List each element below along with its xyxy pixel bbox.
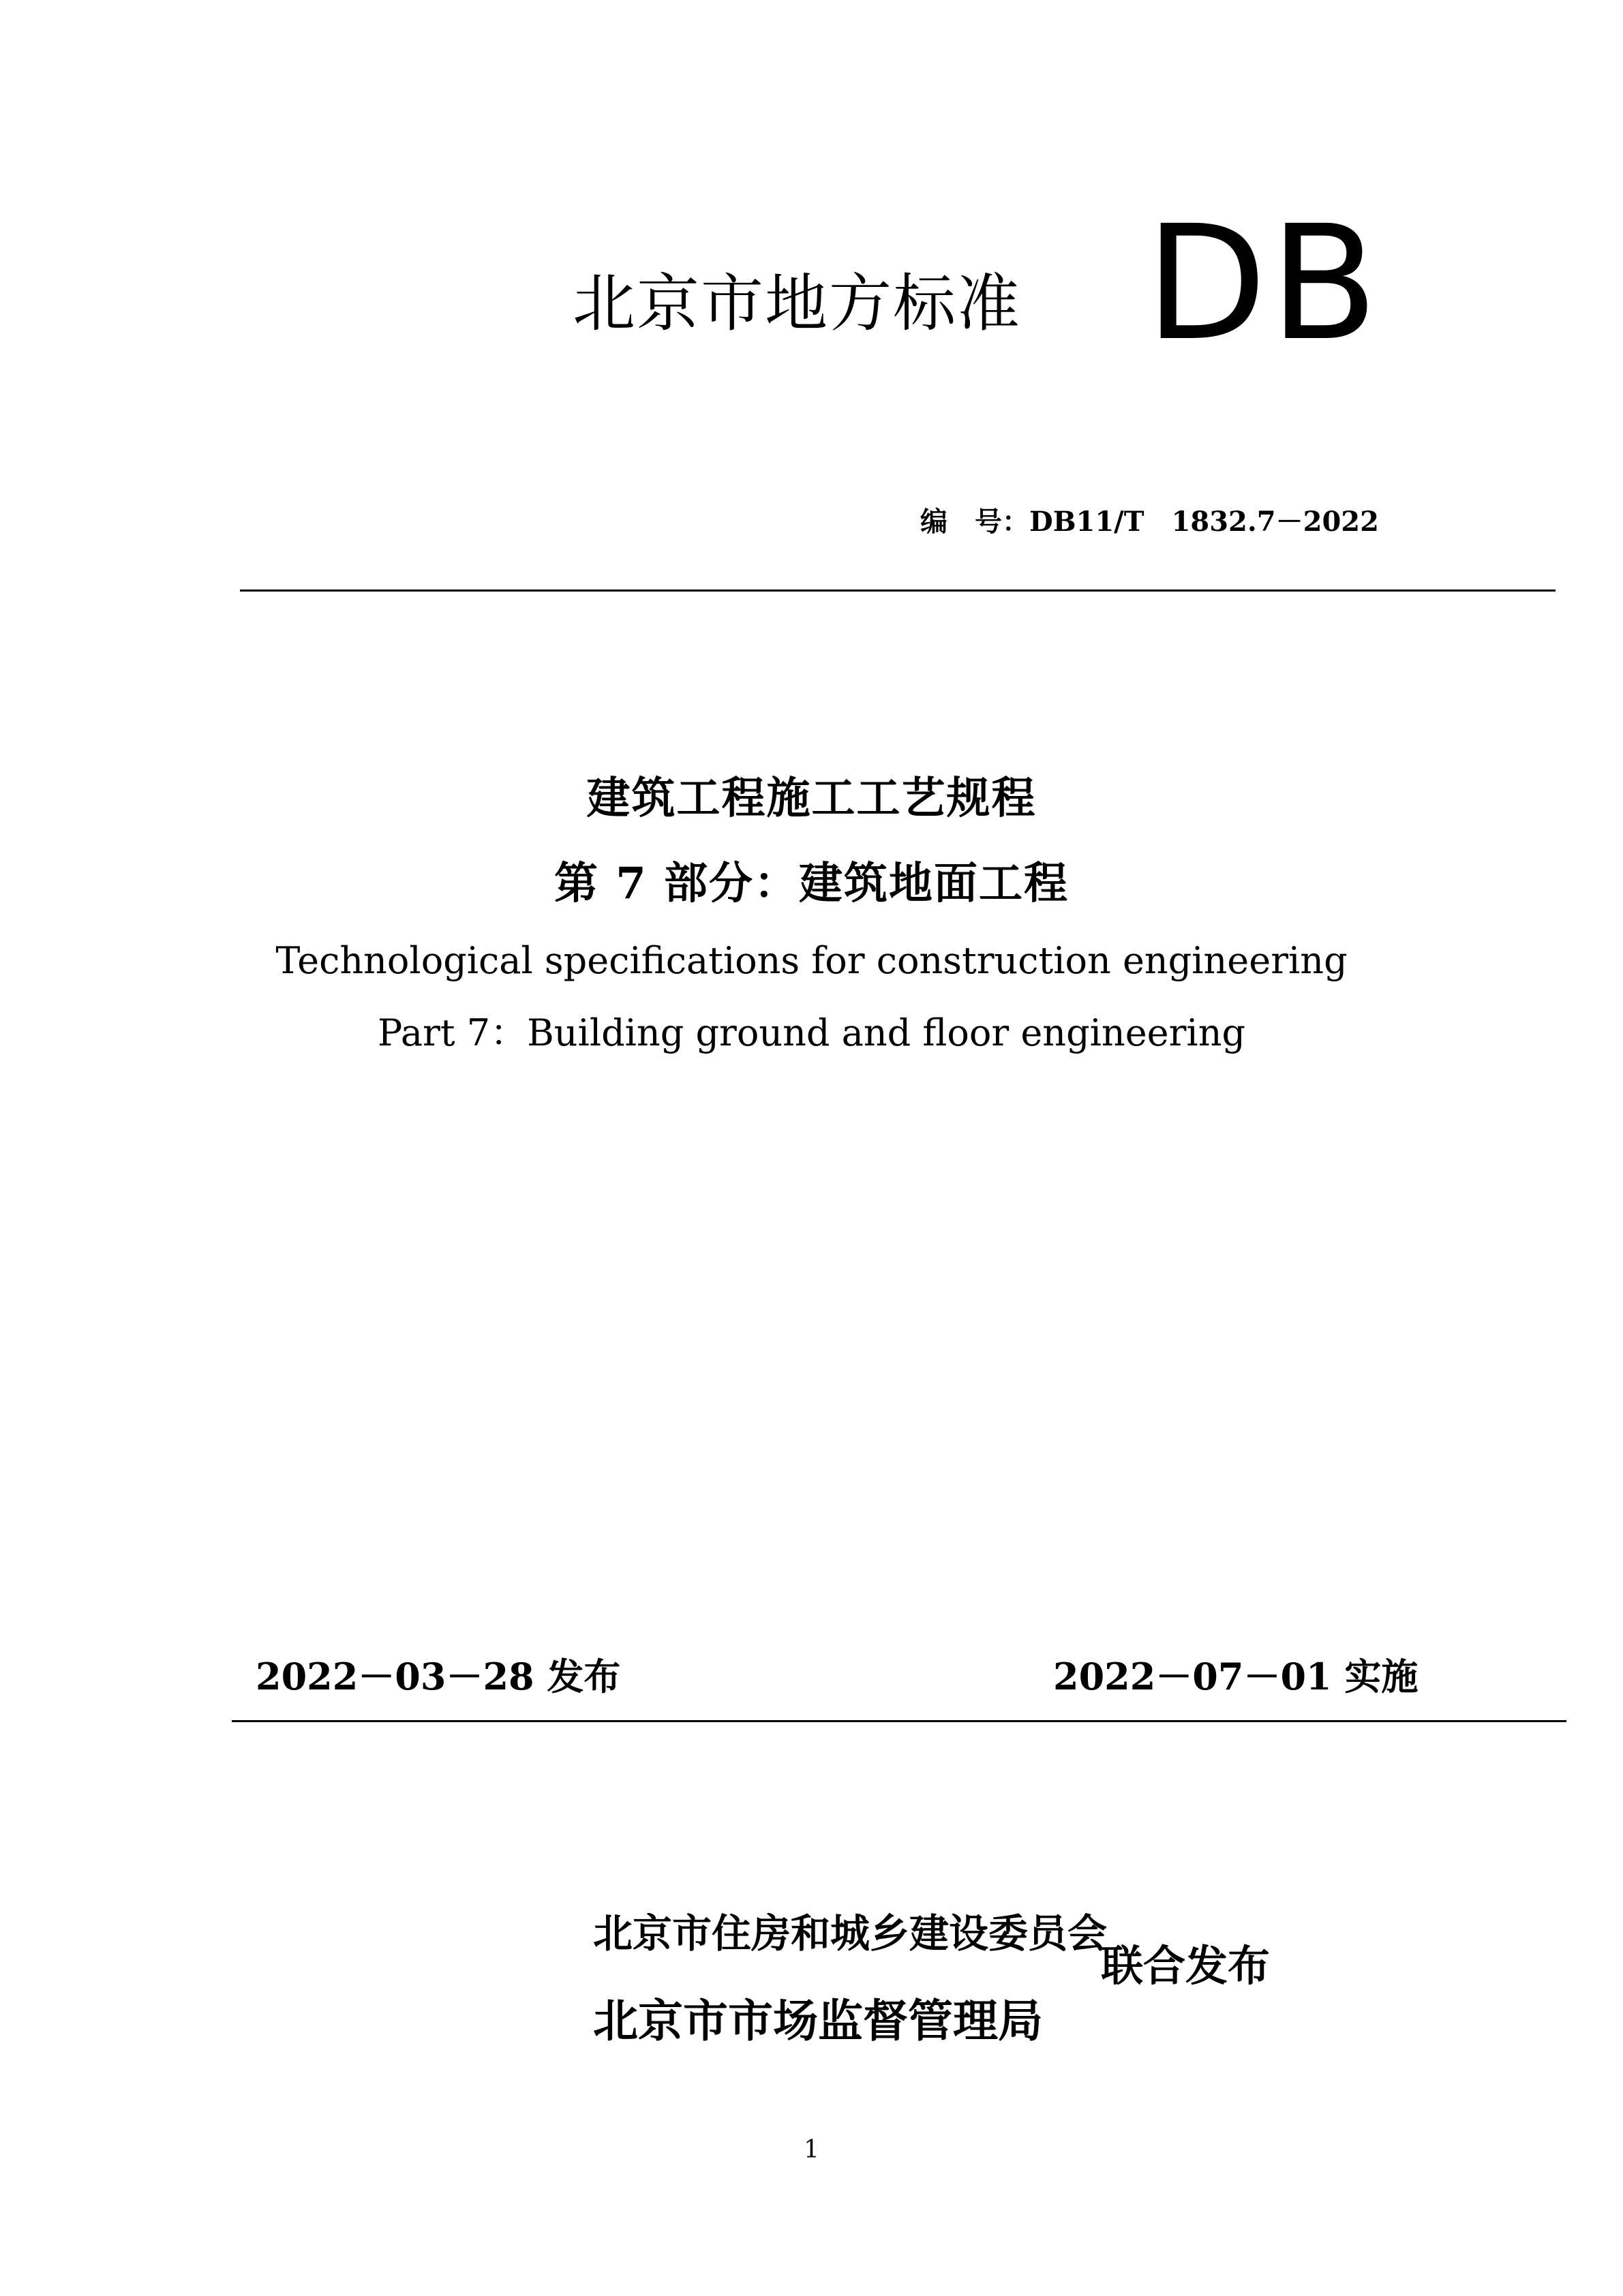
effective-date: 2022－07－01 实施 [1053, 1655, 1419, 1698]
title-en-part: Part 7：Building ground and floor engineering [377, 1011, 1246, 1054]
title-cn-part: 第 7 部分：建筑地面工程 [553, 858, 1070, 909]
publisher-market-regulation: 北京市市场监督管理局 [593, 1995, 1043, 2047]
publisher-housing-commission: 北京市住房和城乡建设委员会 [593, 1910, 1108, 1957]
bottom-divider [232, 1720, 1566, 1722]
db-mark: DB [1145, 192, 1381, 376]
page-number: 1 [804, 2136, 819, 2164]
joint-publish-label: 联合发布 [1101, 1941, 1271, 1991]
standard-code-number: 1832.7－2022 [1171, 506, 1379, 538]
issue-date: 2022－03－28 发布 [256, 1655, 621, 1698]
standard-code-label: 编 号： [920, 506, 1029, 538]
title-cn-main: 建筑工程施工工艺规程 [586, 773, 1037, 824]
title-en-main: Technological specifications for construction engineering [275, 939, 1348, 982]
standard-type-title: 北京市地方标准 [573, 267, 1022, 340]
standard-code-prefix: DB11/T [1029, 506, 1144, 538]
standard-code [920, 500, 1379, 539]
top-divider [240, 590, 1556, 592]
